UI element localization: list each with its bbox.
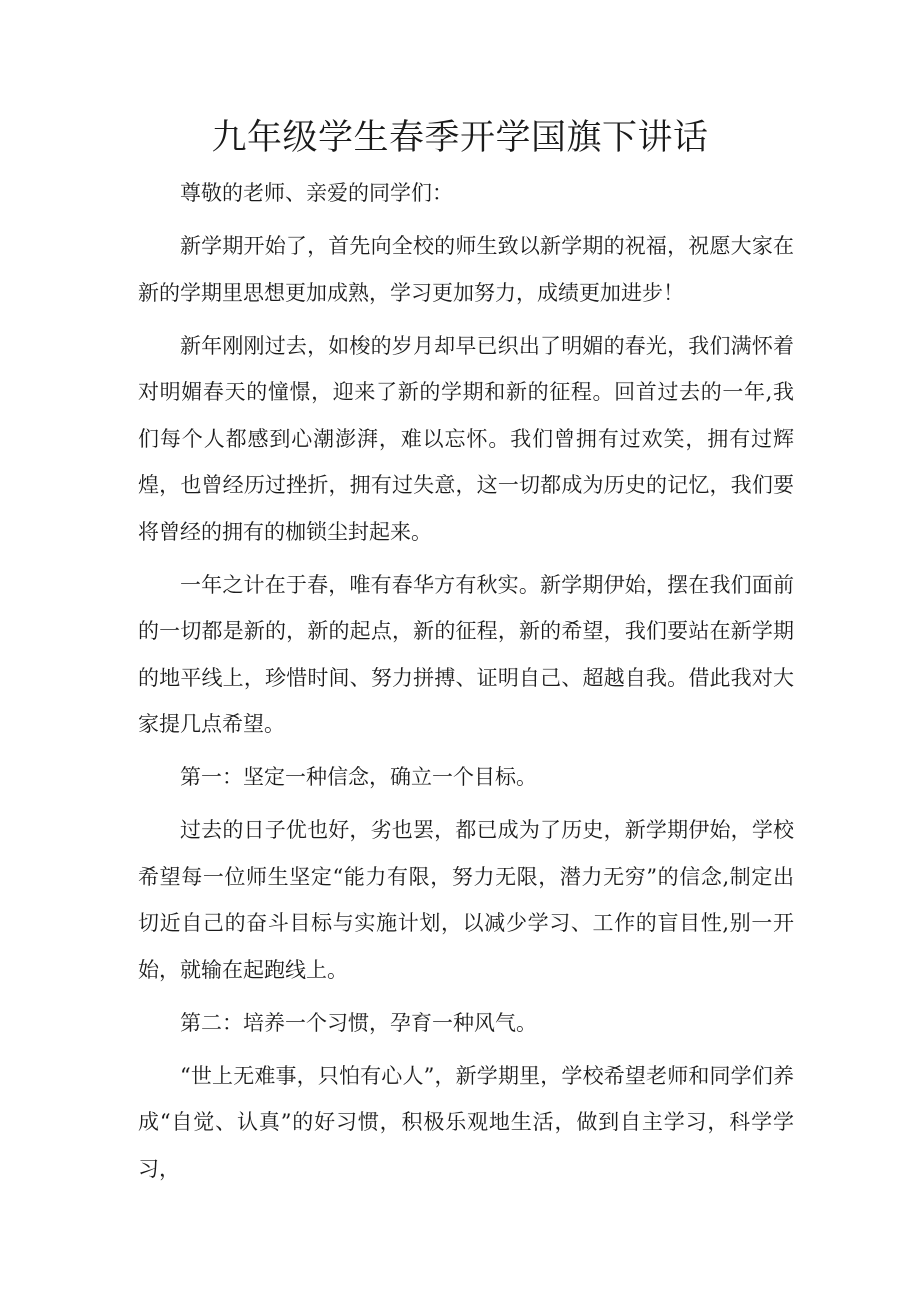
body-paragraph: 一年之计在于春，唯有春华方有秋实。新学期伊始，摆在我们面前的一切都是新的，新的起点，新的征程，新的希望，我们要站在新学期的地平线上，珍惜时间、努力拼搏、证明自己、超越自我。借此我对大家提几点希望。 — [138, 572, 794, 736]
body-paragraph: 新学期开始了，首先向全校的师生致以新学期的祝福，祝愿大家在新的学期里思想更加成熟，学习更加努力，成绩更加进步！ — [138, 234, 794, 305]
body-paragraph: “世上无难事，只怕有心人”，新学期里，学校希望老师和同学们养成“自觉、认真”的好习惯，积极乐观地生活，做到自主学习，科学学习， — [138, 1063, 794, 1181]
salutation-paragraph: 尊敬的老师、亲爱的同学们： — [180, 181, 453, 205]
point-heading-paragraph: 第二：培养一个习惯，孕育一种风气。 — [180, 1010, 537, 1035]
point-heading-paragraph: 第一：坚定一种信念，确立一个目标。 — [180, 765, 537, 789]
document-body — [138, 170, 794, 1199]
body-paragraph: 过去的日子优也好，劣也罢，都已成为了历史，新学期伊始，学校希望每一位师生坚定“能力有限，努力无限，潜力无穷”的信念,制定出切近自己的奋斗目标与实施计划，以减少学习、工作的盲目性,别一开始，就输在起跑线上。 — [138, 818, 794, 982]
body-paragraph: 新年刚刚过去，如梭的岁月却早已织出了明媚的春光，我们满怀着对明媚春天的憧憬，迎来了新的学期和新的征程。回首过去的一年,我们每个人都感到心潮澎湃，难以忘怀。我们曾拥有过欢笑，拥有过辉煌，也曾经历过挫折，拥有过失意，这一切都成为历史的记忆，我们要将曾经的拥有的枷锁尘封起来。 — [138, 333, 794, 544]
document-title: 九年级学生春季开学国旗下讲话 — [211, 118, 709, 158]
